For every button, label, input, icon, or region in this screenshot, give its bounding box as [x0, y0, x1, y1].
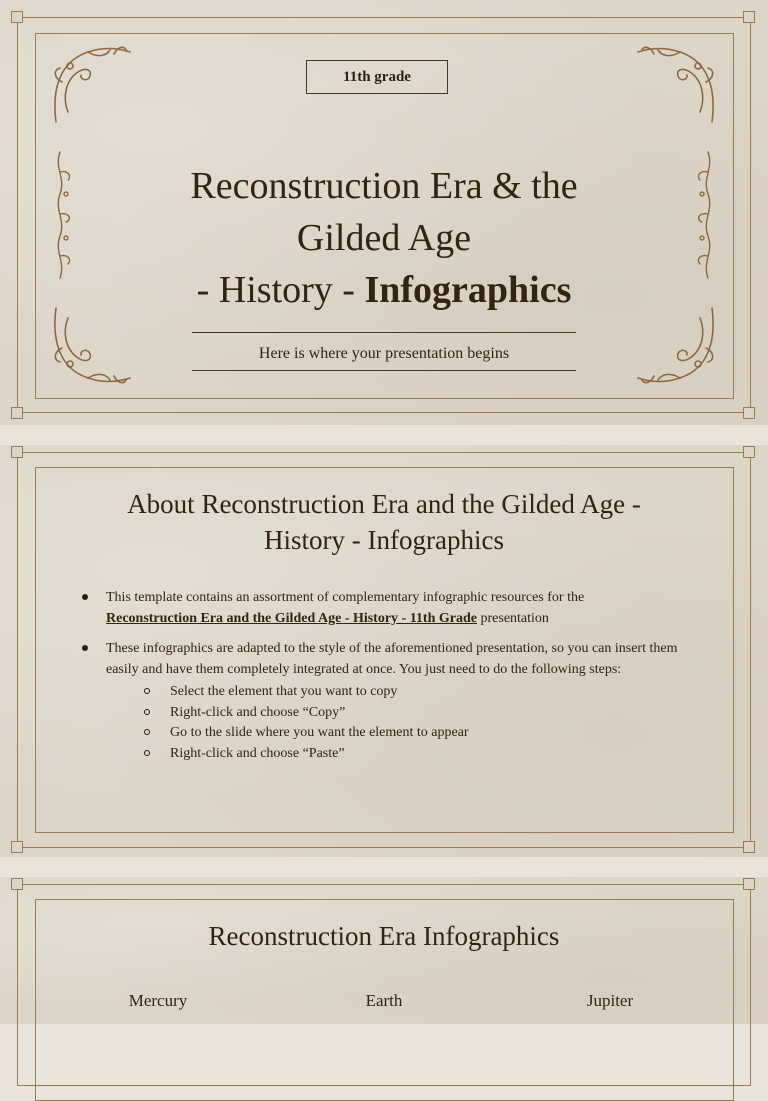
step-item: [144, 703, 684, 724]
corner-square: [11, 446, 23, 458]
bullet-dot-icon: [82, 594, 88, 600]
title-line-2: Gilded Age: [296, 217, 472, 259]
about-title-line-2: History - Infographics: [264, 525, 504, 555]
corner-square: [743, 407, 755, 419]
circle-bullet-icon: [144, 688, 150, 694]
grade-badge: 11th grade: [306, 60, 448, 94]
planet-label-earth: Earth: [365, 991, 403, 1010]
bullet-suffix: presentation: [477, 611, 549, 626]
bullet-text: These infographics are adapted to the style of the aforementioned presentation, so you can insert them easily and have them completely integrated at once. You just need to do the following steps:: [106, 641, 678, 677]
title-prefix: - History -: [196, 269, 355, 311]
step-item: [144, 744, 684, 765]
step-text: Select the element that you want to copy: [170, 684, 398, 699]
corner-square: [11, 878, 23, 890]
step-list: [80, 682, 684, 764]
infographics-title: Reconstruction Era Infographics: [208, 921, 560, 951]
corner-square: [743, 11, 755, 23]
corner-square: [743, 446, 755, 458]
step-item: [144, 723, 684, 744]
bullet-dot-icon: [82, 645, 88, 651]
title-bold-word: Infographics: [364, 269, 572, 311]
bullet-item: [80, 587, 710, 629]
corner-square: [743, 841, 755, 853]
corner-square: [11, 11, 23, 23]
circle-bullet-icon: [144, 750, 150, 756]
title-line-1: Reconstruction Era & the: [190, 165, 578, 207]
subtitle: Here is where your presentation begins: [258, 345, 510, 362]
about-title-line-1: About Reconstruction Era and the Gilded Age -: [127, 489, 641, 519]
corner-square: [743, 878, 755, 890]
about-title: [0, 486, 768, 558]
about-slide[interactable]: [0, 445, 768, 857]
step-text: Go to the slide where you want the element to appear: [170, 725, 469, 740]
presentation-link[interactable]: Reconstruction Era and the Gilded Age - History - 11th Grade: [106, 611, 477, 626]
bullet-item: [80, 638, 710, 764]
infographics-slide[interactable]: [0, 877, 768, 1024]
corner-square: [11, 407, 23, 419]
step-text: Right-click and choose “Paste”: [170, 745, 345, 761]
flourish-ornament-icon: [48, 42, 134, 128]
divider-line: [192, 370, 576, 371]
step-item: [144, 682, 684, 703]
divider-line: [192, 332, 576, 333]
planet-label-mercury: Mercury: [128, 991, 188, 1010]
bullet-text: This template contains an assortment of complementary infographic resources for the: [106, 590, 585, 605]
circle-bullet-icon: [144, 729, 150, 735]
corner-square: [11, 841, 23, 853]
step-text: Right-click and choose “Copy”: [170, 704, 346, 720]
planet-label-jupiter: Jupiter: [586, 991, 634, 1010]
title-line-3: [0, 264, 768, 316]
circle-bullet-icon: [144, 709, 150, 715]
flourish-ornament-icon: [634, 42, 720, 128]
bullet-list: [80, 587, 710, 773]
presentation-title: [0, 160, 768, 316]
title-slide[interactable]: [0, 0, 768, 425]
